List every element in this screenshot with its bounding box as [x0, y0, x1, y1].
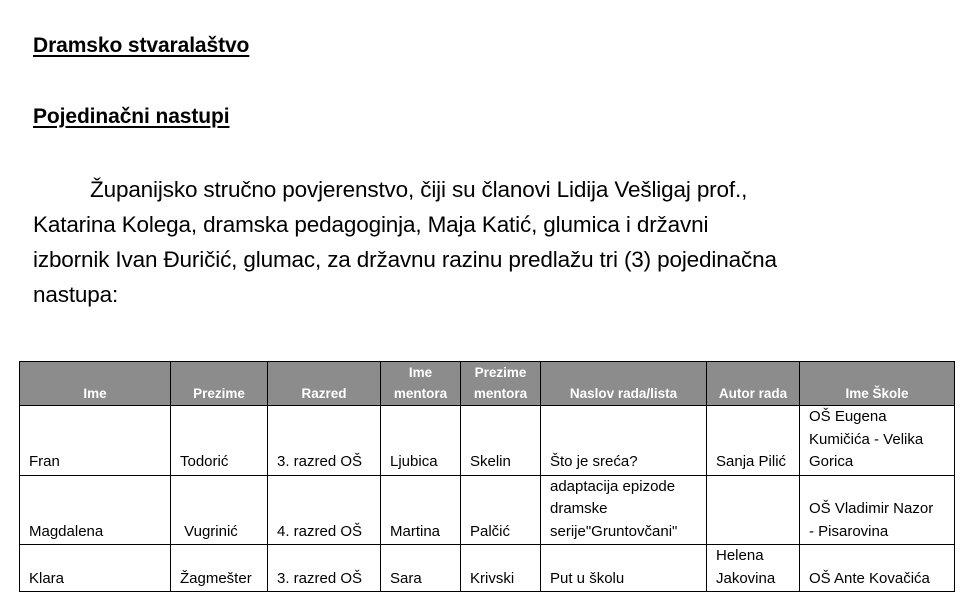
cell-naslov-line: Što je sreća? [550, 453, 638, 470]
header-razred: Razred [268, 362, 381, 406]
cell-ime-mentora: Sara [381, 545, 461, 592]
table-row [20, 545, 955, 592]
cell-ime-mentora: Martina [381, 475, 461, 545]
cell-skola-line: Gorica [809, 453, 854, 470]
cell-skola [800, 545, 955, 592]
cell-skola-line: - Pisarovina [809, 522, 889, 540]
cell-naslov-line: adaptacija epizode [550, 477, 676, 495]
header-prezime-mentora-line1: Prezime [474, 365, 527, 380]
cell-skola-line: Kumičića - Velika [809, 430, 924, 448]
paragraph-line-3: izbornik Ivan Đuričić, glumac, za državnu razinu predlažu tri (3) pojedinačna [33, 247, 777, 272]
cell-ime: Klara [20, 545, 171, 592]
header-ime-mentora-line1: Ime [408, 365, 433, 380]
intro-paragraph [33, 172, 933, 312]
cell-autor [707, 406, 800, 476]
cell-skola [800, 475, 955, 545]
cell-naslov-line: dramske [550, 500, 608, 517]
cell-naslov [541, 545, 707, 592]
header-prezime-mentora-line2: mentora [473, 386, 528, 401]
header-prezime: Prezime [171, 362, 268, 406]
header-skola: Ime Škole [800, 362, 955, 406]
cell-skola [800, 406, 955, 476]
cell-naslov [541, 406, 707, 476]
section-heading-pojedinacni: Pojedinačni nastupi [33, 105, 230, 128]
cell-razred: 4. razred OŠ [268, 475, 381, 545]
cell-autor-line: Helena [716, 547, 764, 564]
paragraph-line-1: Županijsko stručno povjerenstvo, čiji su članovi Lidija Vešligaj prof., [90, 177, 748, 202]
section-heading-dramsko: Dramsko stvaralaštvo [33, 34, 250, 57]
cell-ime: Magdalena [20, 475, 171, 545]
cell-skola-line: OŠ Ante Kovačića [809, 569, 930, 587]
cell-prezime: Vugrinić [171, 475, 268, 545]
cell-naslov [541, 475, 707, 545]
header-ime-mentora-line2: mentora [393, 386, 448, 401]
paragraph-line-2: Katarina Kolega, dramska pedagoginja, Maja Katić, glumica i državni [33, 212, 709, 237]
header-ime-mentora [381, 362, 461, 406]
header-prezime-mentora [461, 362, 541, 406]
header-ime: Ime [20, 362, 171, 406]
cell-razred: 3. razred OŠ [268, 545, 381, 592]
nominations-table [19, 361, 955, 592]
table-row [20, 406, 955, 476]
paragraph-line-4: nastupa: [33, 282, 119, 307]
cell-ime-mentora: Ljubica [381, 406, 461, 476]
cell-naslov-line: Put u školu [550, 569, 625, 587]
cell-autor [707, 545, 800, 592]
cell-razred: 3. razred OŠ [268, 406, 381, 476]
cell-prezime-mentora: Palčić [461, 475, 541, 545]
table-row [20, 475, 955, 545]
cell-skola-line: OŠ Vladimir Nazor [809, 500, 934, 517]
cell-prezime-mentora: Skelin [461, 406, 541, 476]
cell-prezime-mentora: Krivski [461, 545, 541, 592]
cell-naslov-line: serije"Gruntovčani" [550, 522, 678, 540]
cell-prezime: Žagmešter [171, 545, 268, 592]
header-naslov: Naslov rada/lista [541, 362, 707, 406]
cell-autor [707, 475, 800, 545]
header-autor: Autor rada [707, 362, 800, 406]
table-header-row [20, 362, 955, 406]
cell-autor-line: Jakovina [716, 569, 776, 587]
cell-skola-line: OŠ Eugena [809, 408, 887, 425]
cell-ime: Fran [20, 406, 171, 476]
cell-prezime: Todorić [171, 406, 268, 476]
cell-autor-line: Sanja Pilić [716, 453, 787, 470]
